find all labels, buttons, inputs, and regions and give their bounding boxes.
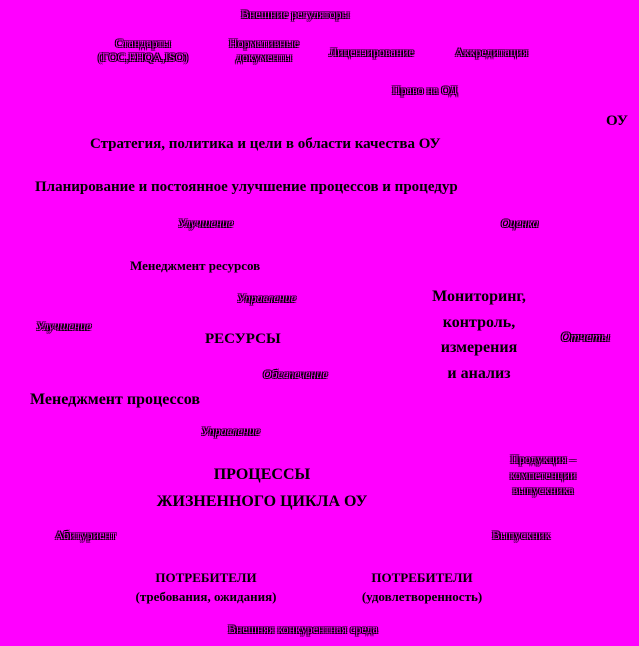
reports-label: Отчеты (561, 329, 610, 344)
monitoring-label (415, 284, 543, 386)
product-label (488, 452, 598, 499)
consumers-satisfaction-line-2: (удовлетворенность) (361, 588, 483, 604)
normative-docs-label (214, 37, 314, 65)
consumers-requirements-line-2: (требования, ожидания) (135, 588, 277, 604)
improvement-top-label: Улучшение (178, 216, 234, 230)
resource-management-label: Менеджмент ресурсов (130, 258, 261, 273)
lifecycle-label (118, 461, 406, 515)
standards-label (88, 37, 198, 65)
monitoring-line-1: Мониторинг, (432, 288, 526, 305)
licensing-label: Лицензирование (329, 45, 414, 59)
graduate-label: Выпускник (492, 528, 551, 542)
evaluation-label: Оценка (501, 216, 539, 230)
provision-label: Обеспечение (263, 367, 328, 381)
normative-docs-line-1: Нормативные (228, 36, 300, 50)
lifecycle-line-1: ПРОЦЕССЫ (213, 466, 311, 483)
standards-line-2: (ГОС,ЕНQA,ISO) (97, 49, 189, 64)
product-line-2: компетенции (509, 467, 577, 482)
management-label-2: Управление (201, 424, 261, 438)
resources-label: РЕСУРСЫ (205, 331, 281, 347)
accreditation-label: Аккредитация (455, 45, 529, 59)
monitoring-line-3: измерения (440, 339, 518, 357)
strategy-label: Стратегия, политика и цели в области качества ОУ (90, 136, 441, 152)
management-label-1: Управление (237, 291, 297, 305)
consumers-requirements-line-1: ПОТРЕБИТЕЛИ (155, 570, 257, 585)
standards-line-1: Стандарты (115, 36, 171, 50)
monitoring-line-2: контроль, (442, 313, 516, 331)
external-regulators-title: Внешние регуляторы (241, 7, 350, 21)
lifecycle-line-2: ЖИЗНЕННОГО ЦИКЛА ОУ (156, 493, 368, 511)
improvement-left-label: Улучшение (36, 319, 92, 333)
product-line-1: Продукция – (510, 452, 576, 466)
process-management-label: Менеджмент процессов (30, 391, 200, 408)
planning-label: Планирование и постоянное улучшение процессов и процедур (35, 179, 458, 195)
consumers-requirements-label (108, 569, 304, 607)
normative-docs-line-2: документы (235, 49, 293, 64)
monitoring-line-4: и анализ (447, 364, 511, 382)
applicant-label: Абитуриент (55, 528, 117, 542)
consumers-satisfaction-line-1: ПОТРЕБИТЕЛИ (371, 570, 473, 585)
consumers-satisfaction-label (338, 569, 506, 607)
ou-label: ОУ (606, 113, 628, 129)
right-to-ed-label: Право на ОД (392, 83, 458, 97)
product-line-3: выпускника (512, 483, 574, 498)
competitive-env-label: Внешняя конкурентная среда (228, 622, 378, 636)
